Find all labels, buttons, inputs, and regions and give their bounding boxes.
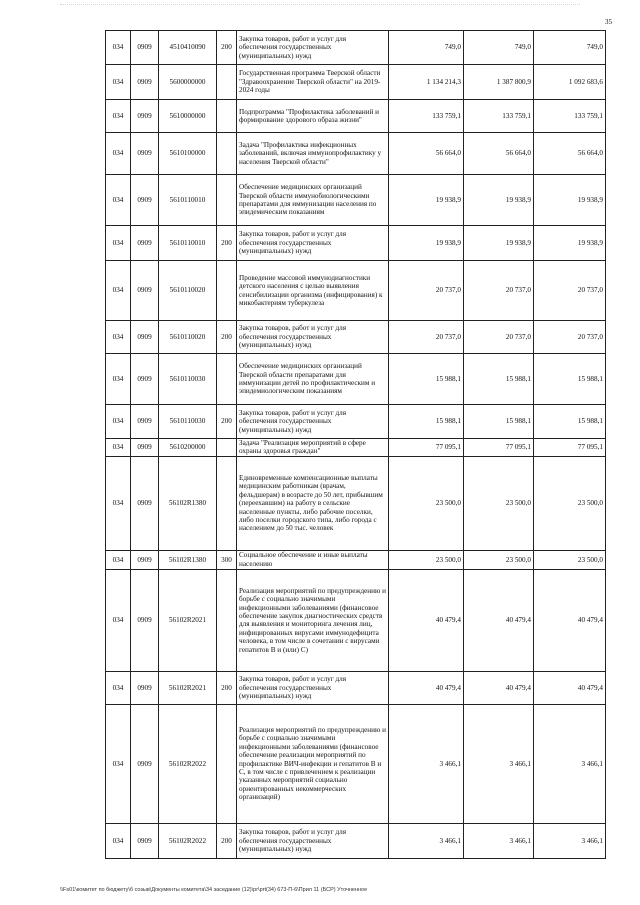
amount-year1-cell: 23 500,0 bbox=[389, 456, 464, 550]
description-cell: Задача "Профилактика инфекционных заболеваний, включая иммунопрофилактику у населения Тверской области" bbox=[237, 133, 389, 175]
amount-year2-cell: 1 387 800,9 bbox=[464, 65, 534, 100]
description-cell: Закупка товаров, работ и услуг для обеспечения государственных (муниципальных) нужд bbox=[237, 823, 389, 858]
description-cell: Реализация мероприятий по предупреждению и борьбе с социально значимыми инфекционными заболеваниями (финансовое обеспечение закупок диагностических средств для выявления и мониторинга лечения лиц, инфицированных вирусами иммунодефицита человека, в том числе в сочетании с вирусами гепатитов В и (или) С) bbox=[237, 569, 389, 671]
expense-type-cell: 200 bbox=[217, 31, 237, 65]
description-cell: Социальное обеспечение и иные выплаты населению bbox=[237, 550, 389, 569]
expense-type-cell bbox=[217, 439, 237, 457]
section-code-cell: 0909 bbox=[131, 65, 159, 100]
amount-year1-cell: 133 759,1 bbox=[389, 100, 464, 133]
ministry-code-cell: 034 bbox=[106, 65, 131, 100]
amount-year2-cell: 40 479,4 bbox=[464, 671, 534, 704]
section-code-cell: 0909 bbox=[131, 226, 159, 261]
section-code-cell: 0909 bbox=[131, 261, 159, 321]
amount-year3-cell: 56 664,0 bbox=[534, 133, 606, 175]
ministry-code-cell: 034 bbox=[106, 100, 131, 133]
amount-year1-cell: 23 500,0 bbox=[389, 550, 464, 569]
scan-artifact-line bbox=[60, 4, 580, 7]
description-cell: Проведение массовой иммунодиагностики детского населения с целью выявления сенсибилизации организма (инфицирования) к микобактериям туберкулеза bbox=[237, 261, 389, 321]
section-code-cell: 0909 bbox=[131, 456, 159, 550]
amount-year3-cell: 40 479,4 bbox=[534, 671, 606, 704]
table-row bbox=[106, 569, 606, 671]
ministry-code-cell: 034 bbox=[106, 439, 131, 457]
amount-year1-cell: 749,0 bbox=[389, 31, 464, 65]
target-article-cell: 5610110030 bbox=[159, 405, 217, 439]
amount-year1-cell: 40 479,4 bbox=[389, 569, 464, 671]
target-article-cell: 5600000000 bbox=[159, 65, 217, 100]
amount-year2-cell: 19 938,9 bbox=[464, 226, 534, 261]
expense-type-cell bbox=[217, 261, 237, 321]
amount-year2-cell: 15 988,1 bbox=[464, 354, 534, 405]
section-code-cell: 0909 bbox=[131, 439, 159, 457]
amount-year1-cell: 56 664,0 bbox=[389, 133, 464, 175]
amount-year3-cell: 749,0 bbox=[534, 31, 606, 65]
section-code-cell: 0909 bbox=[131, 671, 159, 704]
description-cell: Закупка товаров, работ и услуг для обеспечения государственных (муниципальных) нужд bbox=[237, 31, 389, 65]
description-cell: Подпрограмма "Профилактика заболеваний и формирование здорового образа жизни" bbox=[237, 100, 389, 133]
description-cell: Закупка товаров, работ и услуг для обеспечения государственных (муниципальных) нужд bbox=[237, 671, 389, 704]
description-cell: Государственная программа Тверской области "Здравоохранение Тверской области" на 2019-2024 годы bbox=[237, 65, 389, 100]
amount-year3-cell: 15 988,1 bbox=[534, 405, 606, 439]
target-article-cell: 5610000000 bbox=[159, 100, 217, 133]
target-article-cell: 56102R2022 bbox=[159, 704, 217, 823]
section-code-cell: 0909 bbox=[131, 321, 159, 354]
target-article-cell: 5610110020 bbox=[159, 261, 217, 321]
ministry-code-cell: 034 bbox=[106, 175, 131, 226]
expense-type-cell bbox=[217, 133, 237, 175]
amount-year3-cell: 19 938,9 bbox=[534, 226, 606, 261]
expense-type-cell bbox=[217, 569, 237, 671]
table-row bbox=[106, 261, 606, 321]
amount-year3-cell: 19 938,9 bbox=[534, 175, 606, 226]
description-cell: Единовременные компенсационные выплаты медицинским работникам (врачам, фельдшерам) в возрасте до 50 лет, прибывшим (переехавшим) на работу в сельские населенные пункты, либо рабочие поселки, либо поселки городского типа, либо города с населением до 50 тыс. человек bbox=[237, 456, 389, 550]
expense-type-cell: 200 bbox=[217, 226, 237, 261]
expense-type-cell bbox=[217, 456, 237, 550]
amount-year1-cell: 1 134 214,3 bbox=[389, 65, 464, 100]
amount-year1-cell: 20 737,0 bbox=[389, 321, 464, 354]
amount-year2-cell: 20 737,0 bbox=[464, 321, 534, 354]
ministry-code-cell: 034 bbox=[106, 261, 131, 321]
amount-year3-cell: 23 500,0 bbox=[534, 550, 606, 569]
target-article-cell: 5610100000 bbox=[159, 133, 217, 175]
section-code-cell: 0909 bbox=[131, 550, 159, 569]
expense-type-cell bbox=[217, 175, 237, 226]
amount-year3-cell: 133 759,1 bbox=[534, 100, 606, 133]
ministry-code-cell: 034 bbox=[106, 456, 131, 550]
description-cell: Задача "Реализация мероприятий в сфере охраны здоровья граждан" bbox=[237, 439, 389, 457]
amount-year2-cell: 23 500,0 bbox=[464, 456, 534, 550]
expense-type-cell bbox=[217, 354, 237, 405]
amount-year1-cell: 3 466,1 bbox=[389, 823, 464, 858]
expense-type-cell: 200 bbox=[217, 405, 237, 439]
target-article-cell: 56102R2021 bbox=[159, 569, 217, 671]
table-row bbox=[106, 321, 606, 354]
amount-year3-cell: 20 737,0 bbox=[534, 261, 606, 321]
ministry-code-cell: 034 bbox=[106, 354, 131, 405]
table-row bbox=[106, 65, 606, 100]
table-row bbox=[106, 823, 606, 858]
amount-year2-cell: 23 500,0 bbox=[464, 550, 534, 569]
amount-year2-cell: 749,0 bbox=[464, 31, 534, 65]
amount-year2-cell: 56 664,0 bbox=[464, 133, 534, 175]
expense-type-cell bbox=[217, 704, 237, 823]
description-cell: Обеспечение медицинских организаций Тверской области препаратами для иммунизации детей по профилактическим и эпидемиологическим показаниям bbox=[237, 354, 389, 405]
expense-type-cell: 300 bbox=[217, 550, 237, 569]
description-cell: Закупка товаров, работ и услуг для обеспечения государственных (муниципальных) нужд bbox=[237, 321, 389, 354]
table-row bbox=[106, 671, 606, 704]
amount-year2-cell: 3 466,1 bbox=[464, 704, 534, 823]
expense-type-cell bbox=[217, 100, 237, 133]
target-article-cell: 4510410090 bbox=[159, 31, 217, 65]
target-article-cell: 56102R1380 bbox=[159, 550, 217, 569]
footer-file-path: \\Fs01\комитет по бюджету\б созыв\Документы комитета\34 заседание (12)\pr\prt(34) 673-П-6\Прил 11 (БСР) Уточненное bbox=[60, 887, 368, 893]
amount-year1-cell: 3 466,1 bbox=[389, 704, 464, 823]
amount-year1-cell: 77 095,1 bbox=[389, 439, 464, 457]
amount-year3-cell: 1 092 683,6 bbox=[534, 65, 606, 100]
amount-year2-cell: 40 479,4 bbox=[464, 569, 534, 671]
section-code-cell: 0909 bbox=[131, 569, 159, 671]
table-row bbox=[106, 405, 606, 439]
amount-year3-cell: 23 500,0 bbox=[534, 456, 606, 550]
amount-year2-cell: 133 759,1 bbox=[464, 100, 534, 133]
section-code-cell: 0909 bbox=[131, 354, 159, 405]
section-code-cell: 0909 bbox=[131, 823, 159, 858]
ministry-code-cell: 034 bbox=[106, 405, 131, 439]
target-article-cell: 5610110010 bbox=[159, 226, 217, 261]
description-cell: Реализация мероприятий по предупреждению и борьбе с социально значимыми инфекционными заболеваниями (финансовое обеспечение реализации мероприятий по профилактике ВИЧ-инфекции и гепатитов В и С, в том числе с привлечением к реализации указанных мероприятий социально ориентированных некоммерческих организаций) bbox=[237, 704, 389, 823]
table-row bbox=[106, 226, 606, 261]
amount-year3-cell: 40 479,4 bbox=[534, 569, 606, 671]
table-row bbox=[106, 704, 606, 823]
target-article-cell: 5610110020 bbox=[159, 321, 217, 354]
table-row bbox=[106, 354, 606, 405]
target-article-cell: 5610110030 bbox=[159, 354, 217, 405]
table-row bbox=[106, 100, 606, 133]
table-row bbox=[106, 133, 606, 175]
table-row bbox=[106, 456, 606, 550]
table-row bbox=[106, 550, 606, 569]
target-article-cell: 56102R2022 bbox=[159, 823, 217, 858]
section-code-cell: 0909 bbox=[131, 100, 159, 133]
amount-year3-cell: 77 095,1 bbox=[534, 439, 606, 457]
table-row bbox=[106, 31, 606, 65]
target-article-cell: 5610110010 bbox=[159, 175, 217, 226]
target-article-cell: 56102R2021 bbox=[159, 671, 217, 704]
ministry-code-cell: 034 bbox=[106, 550, 131, 569]
section-code-cell: 0909 bbox=[131, 31, 159, 65]
page-number: 35 bbox=[605, 18, 612, 26]
amount-year1-cell: 15 988,1 bbox=[389, 354, 464, 405]
ministry-code-cell: 034 bbox=[106, 704, 131, 823]
ministry-code-cell: 034 bbox=[106, 823, 131, 858]
budget-table bbox=[105, 30, 606, 859]
ministry-code-cell: 034 bbox=[106, 671, 131, 704]
ministry-code-cell: 034 bbox=[106, 321, 131, 354]
description-cell: Обеспечение медицинских организаций Тверской области иммунобиологическими препаратами для иммунизации населения по эпидемическим показаниям bbox=[237, 175, 389, 226]
amount-year1-cell: 19 938,9 bbox=[389, 226, 464, 261]
ministry-code-cell: 034 bbox=[106, 226, 131, 261]
amount-year2-cell: 77 095,1 bbox=[464, 439, 534, 457]
section-code-cell: 0909 bbox=[131, 405, 159, 439]
amount-year3-cell: 3 466,1 bbox=[534, 704, 606, 823]
table-row bbox=[106, 175, 606, 226]
amount-year1-cell: 40 479,4 bbox=[389, 671, 464, 704]
amount-year3-cell: 3 466,1 bbox=[534, 823, 606, 858]
amount-year2-cell: 20 737,0 bbox=[464, 261, 534, 321]
target-article-cell: 5610200000 bbox=[159, 439, 217, 457]
ministry-code-cell: 034 bbox=[106, 569, 131, 671]
description-cell: Закупка товаров, работ и услуг для обеспечения государственных (муниципальных) нужд bbox=[237, 226, 389, 261]
amount-year2-cell: 15 988,1 bbox=[464, 405, 534, 439]
expense-type-cell: 200 bbox=[217, 671, 237, 704]
amount-year2-cell: 3 466,1 bbox=[464, 823, 534, 858]
target-article-cell: 56102R1380 bbox=[159, 456, 217, 550]
description-cell: Закупка товаров, работ и услуг для обеспечения государственных (муниципальных) нужд bbox=[237, 405, 389, 439]
amount-year1-cell: 19 938,9 bbox=[389, 175, 464, 226]
section-code-cell: 0909 bbox=[131, 133, 159, 175]
ministry-code-cell: 034 bbox=[106, 133, 131, 175]
amount-year1-cell: 15 988,1 bbox=[389, 405, 464, 439]
ministry-code-cell: 034 bbox=[106, 31, 131, 65]
expense-type-cell bbox=[217, 65, 237, 100]
amount-year3-cell: 15 988,1 bbox=[534, 354, 606, 405]
expense-type-cell: 200 bbox=[217, 823, 237, 858]
amount-year3-cell: 20 737,0 bbox=[534, 321, 606, 354]
section-code-cell: 0909 bbox=[131, 175, 159, 226]
amount-year1-cell: 20 737,0 bbox=[389, 261, 464, 321]
amount-year2-cell: 19 938,9 bbox=[464, 175, 534, 226]
table-row bbox=[106, 439, 606, 457]
section-code-cell: 0909 bbox=[131, 704, 159, 823]
expense-type-cell: 200 bbox=[217, 321, 237, 354]
